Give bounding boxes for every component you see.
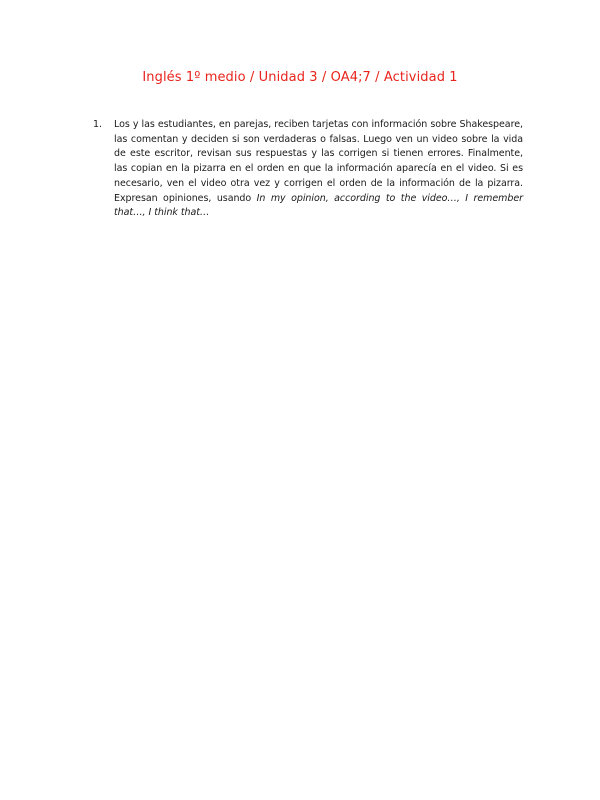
item-text-plain: Los y las estudiantes, en parejas, reciben tarjetas con información sobre Shakespeare, las comentan y deciden si son verdaderas o falsas. Luego ven un video sobre la vida de este escritor, revisan sus respuestas y las corrigen si tienen errores. Finalmente, las copian en la pizarra en el orden en que la información aparecía en el video. Si es necesario, ven el video otra vez y corrigen el orden de la información de la pizarra. Expresan opiniones, usando bbox=[114, 119, 523, 204]
item-number: 1. bbox=[93, 119, 103, 130]
list-item bbox=[93, 118, 523, 221]
page-title: Inglés 1º medio / Unidad 3 / OA4;7 / Actividad 1 bbox=[142, 70, 458, 85]
item-text-italic-expressions: In my opinion, according to the video…, I remember that…, I think that… bbox=[114, 192, 523, 219]
item-text bbox=[114, 118, 523, 221]
activity-list bbox=[93, 118, 523, 221]
